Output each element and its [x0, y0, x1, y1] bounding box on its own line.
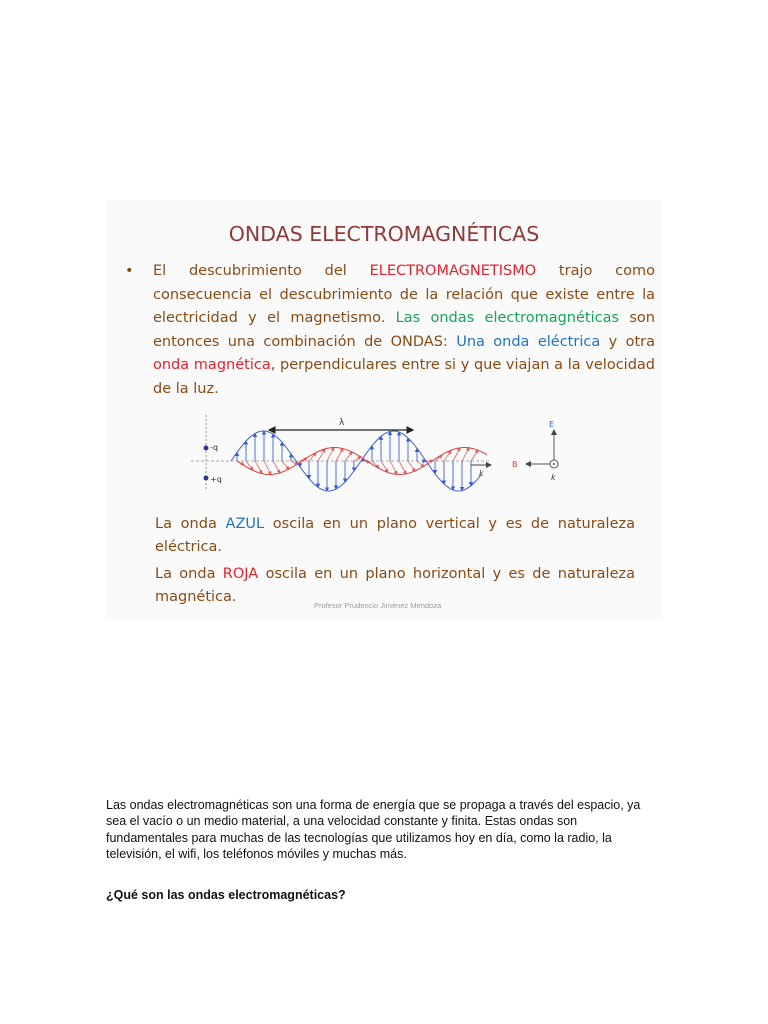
- magnetic-field-arrow: [354, 457, 361, 462]
- caption-highlight-azul: AZUL: [225, 516, 265, 532]
- magnetic-field-arrow: [327, 448, 334, 462]
- caption-highlight-roja: ROJA: [222, 566, 259, 582]
- caption-text: oscila en un plano vertical y es de naturaleza eléctrica.: [155, 516, 635, 555]
- magnetic-field-arrow: [417, 461, 424, 467]
- section-heading: ¿Qué son las ondas electromagnéticas?: [106, 888, 346, 902]
- bullet-part: Las ondas electromagnéticas: [395, 310, 620, 326]
- magnetic-field-arrow: [345, 452, 352, 461]
- bullet-part: , perpendiculares entre si y que viajan a la velocidad de la luz.: [153, 357, 655, 397]
- caption-text: La onda: [155, 566, 223, 582]
- magnetic-field-arrow: [282, 461, 289, 470]
- b-vector-label: B: [512, 460, 518, 469]
- slide-bullet: [125, 260, 655, 401]
- magnetic-field-arrow: [390, 461, 397, 474]
- caption-blue-wave: [155, 513, 635, 559]
- magnetic-field-arrow: [453, 448, 460, 461]
- wavelength-label: λ: [339, 418, 345, 428]
- negative-charge-dot: [204, 446, 209, 451]
- bullet-part: onda magnética: [153, 357, 271, 373]
- caption-text: oscila en un plano horizontal y es de naturaleza magnética.: [155, 566, 635, 605]
- positive-charge-label: +q: [210, 475, 222, 484]
- k-out-label: k: [551, 473, 556, 482]
- bullet-dot: •: [125, 263, 134, 279]
- k-out-of-plane-dot: [553, 463, 555, 465]
- magnetic-field-arrow: [264, 461, 271, 475]
- negative-charge-label: -q: [210, 443, 218, 452]
- slide-title: ONDAS ELECTROMAGNÉTICAS: [228, 222, 540, 246]
- magnetic-field-arrow: [408, 461, 415, 471]
- positive-charge-dot: [204, 476, 209, 481]
- caption-text: La onda: [155, 516, 226, 532]
- magnetic-field-arrow: [462, 448, 469, 461]
- slide-credit: Profesor Prudencio Jiménez Mendoza: [314, 601, 442, 610]
- magnetic-field-arrow: [471, 450, 478, 461]
- bullet-part: son entonces una combinación de ONDAS:: [153, 310, 655, 350]
- wave-diagram: [191, 410, 571, 495]
- e-vector-label: E: [549, 420, 555, 429]
- magnetic-field-arrow: [273, 461, 280, 473]
- bullet-part: El descubrimiento del: [153, 263, 370, 279]
- bullet-part: Una onda eléctrica: [456, 333, 601, 350]
- bullet-part: y otra: [600, 333, 655, 350]
- k-vector-label: k: [479, 469, 484, 478]
- magnetic-field-arrow: [399, 461, 406, 474]
- magnetic-field-arrow: [336, 448, 343, 461]
- bullet-part: trajo como consecuencia el descubrimiento de la relación que existe entre la electricidad y el magnetismo.: [153, 263, 655, 326]
- bullet-part: ELECTROMAGNETISMO: [369, 263, 537, 279]
- body-paragraph: Las ondas electromagnéticas son una forma de energía que se propaga a través del espacio, ya sea el vacío o un medio material, a una velocidad constante y finita. Estas ondas son fundamentales para muchas de las tecnologías que utilizamos hoy en día, como la radio, la televisión, el wifi, los teléfonos móviles y muchas más.: [106, 798, 641, 861]
- bullet-text: [153, 260, 655, 401]
- slide-image: [106, 200, 662, 620]
